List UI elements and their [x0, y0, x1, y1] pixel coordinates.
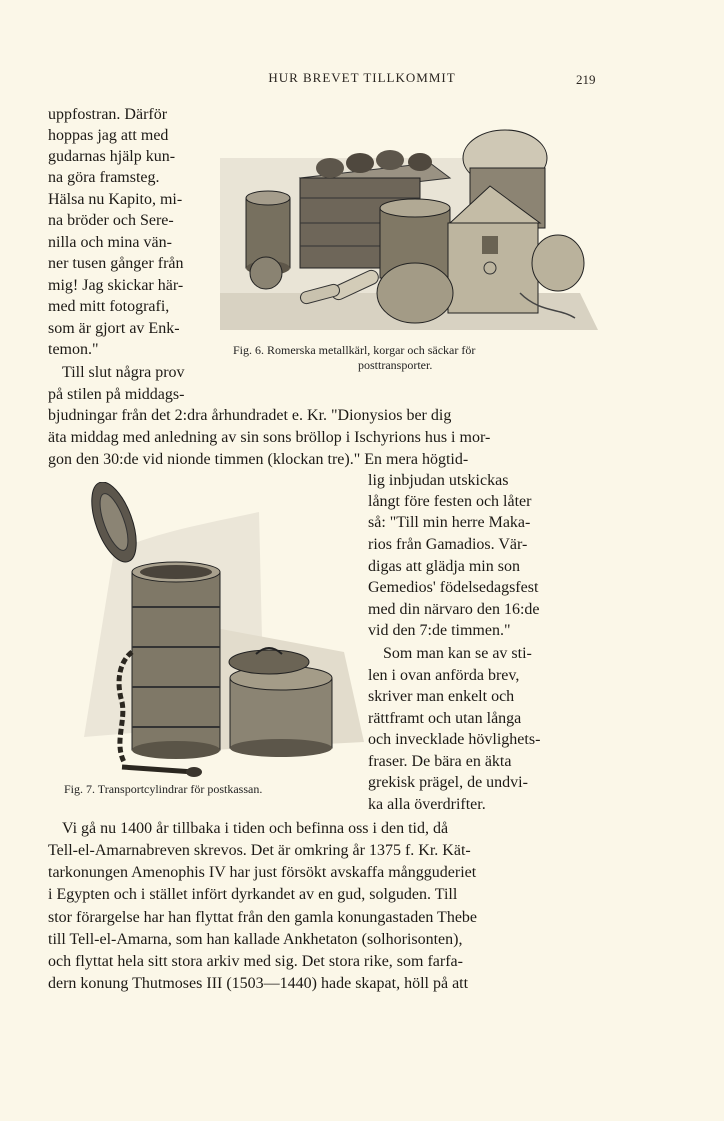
text-line: Hälsa nu Kapito, mi- [48, 191, 183, 208]
figure-7-illustration [44, 482, 370, 782]
text-line: skriver man enkelt och [368, 688, 515, 705]
text-line: uppfostran. Därför [48, 106, 168, 123]
text-line: Gemedios' födelsedagsfest [368, 579, 539, 596]
text-line: mig! Jag skickar här- [48, 277, 184, 294]
text-line: på stilen på middags- [48, 386, 185, 403]
text-line: dern konung Thutmoses III (1503—1440) hade skapat, höll på att [48, 975, 469, 992]
page-number: 219 [576, 72, 596, 87]
text-line: nilla och mina vän- [48, 234, 172, 251]
text-line: äta middag med anledning av sin sons bröllop i Ischyrions hus i mor- [48, 429, 491, 446]
figure-6-caption-line-1: Fig. 6. Romerska metallkärl, korgar och säckar för [233, 343, 476, 357]
text-line: lig inbjudan utskickas [368, 472, 509, 489]
text-line: vid den 7:de timmen." [368, 622, 511, 639]
text-line: Till slut några prov [62, 364, 185, 381]
text-line: Tell-el-Amarnabreven skrevos. Det är omkring år 1375 f. Kr. Kät- [48, 842, 471, 859]
text-line: som är gjort av Enk- [48, 320, 180, 337]
text-line: och flyttat hela sitt stora arkiv med sig. Det stora rike, som farfa- [48, 953, 463, 970]
text-line: rättframt och utan långa [368, 710, 522, 727]
running-title: HUR BREVET TILLKOMMIT [268, 70, 456, 85]
text-line: temon." [48, 341, 99, 358]
figure-6-caption-line-2: posttransporter. [358, 358, 433, 372]
text-line: tarkonungen Amenophis IV har just försökt avskaffa mångguderiet [48, 864, 477, 881]
text-line: Vi gå nu 1400 år tillbaka i tiden och befinna oss i den tid, då [62, 820, 449, 837]
text-line: bjudningar från det 2:dra århundradet e. Kr. "Dionysios ber dig [48, 407, 452, 424]
text-line: med din närvaro den 16:de [368, 601, 540, 618]
figure-6-illustration [220, 118, 598, 333]
text-line: gon den 30:de vid nionde timmen (klockan tre)." En mera högtid- [48, 451, 469, 468]
text-line: len i ovan anförda brev, [368, 667, 520, 684]
text-line: med mitt fotografi, [48, 298, 170, 315]
text-line: gudarnas hjälp kun- [48, 148, 176, 165]
text-line: ner tusen gånger från [48, 255, 184, 272]
text-line: ka alla överdrifter. [368, 796, 486, 813]
text-line: långt före festen och låter [368, 493, 532, 510]
figure-7-caption: Fig. 7. Transportcylindrar för postkassan. [64, 782, 263, 796]
text-line: na göra framsteg. [48, 169, 160, 186]
text-line: rios från Gamadios. Vär- [368, 536, 528, 553]
text-line: i Egypten och i stället infört dyrkandet av en gud, solguden. Till [48, 886, 458, 903]
text-line: na bröder och Sere- [48, 212, 174, 229]
text-line: så: "Till min herre Maka- [368, 514, 531, 531]
text-line: stor förargelse har han flyttat från den gamla konungastaden Thebe [48, 909, 478, 926]
text-line: fraser. De bära en äkta [368, 753, 512, 770]
text-line: hoppas jag att med [48, 127, 169, 144]
text-line: och invecklade hövlighets- [368, 731, 541, 748]
text-line: digas att glädja min son [368, 558, 520, 575]
text-line: Som man kan se av sti- [383, 645, 532, 662]
text-line: grekisk prägel, de undvi- [368, 774, 528, 791]
text-line: till Tell-el-Amarna, som han kallade Ankhetaton (solhorisonten), [48, 931, 463, 948]
